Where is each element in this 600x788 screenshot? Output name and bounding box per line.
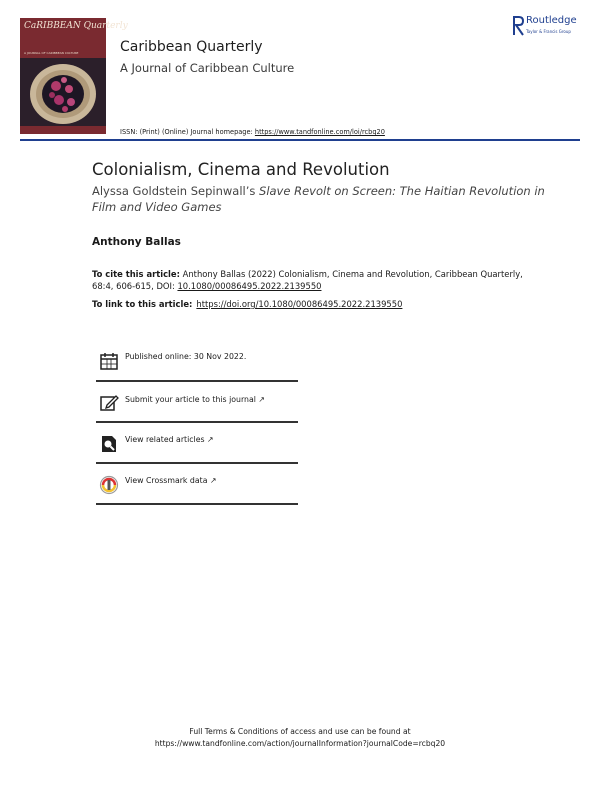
journal-cover-image xyxy=(20,18,128,134)
submit-article-link[interactable] xyxy=(96,385,298,425)
external-link-icon: ↗ xyxy=(209,476,217,485)
related-label: View related articles xyxy=(125,435,205,444)
published-date: Published online: 30 Nov 2022. xyxy=(125,352,247,361)
footer-terms: Full Terms & Conditions of access and use can be found at xyxy=(189,727,411,736)
submit-label: Submit your article to this journal xyxy=(125,395,256,404)
divider xyxy=(96,462,298,464)
cover-subtitle: A JOURNAL OF CARIBBEAN CULTURE xyxy=(24,51,79,55)
cover-title: CaRIBBEAN Quarterly xyxy=(24,21,128,31)
issn-line xyxy=(120,128,385,136)
article-url-link[interactable]: https://doi.org/10.1080/00086495.2022.2139550 xyxy=(196,299,403,309)
journal-subtitle: A Journal of Caribbean Culture xyxy=(120,61,295,75)
external-link-icon: ↗ xyxy=(207,435,214,444)
cover-footer-band xyxy=(20,126,106,134)
citation-block xyxy=(92,268,542,292)
external-link-icon: ↗ xyxy=(258,395,265,404)
subtitle-prefix: Alyssa Goldstein Sepinwall’s xyxy=(92,184,260,198)
journal-title: Caribbean Quarterly xyxy=(120,39,263,55)
doi-link[interactable]: 10.1080/00086495.2022.2139550 xyxy=(177,281,322,291)
publisher-name: Routledge xyxy=(526,15,577,26)
cover-artwork xyxy=(28,62,98,126)
article-subtitle xyxy=(92,183,552,215)
link-block xyxy=(92,299,402,309)
edit-icon xyxy=(99,393,119,413)
crossmark-label: View Crossmark data xyxy=(125,476,208,485)
divider xyxy=(96,380,298,382)
related-articles-link[interactable] xyxy=(96,426,298,466)
routledge-logo-icon xyxy=(512,16,524,36)
publisher-tagline: Taylor & Francis Group xyxy=(526,29,571,34)
cite-label: To cite this article: xyxy=(92,269,180,279)
header-divider xyxy=(20,139,580,141)
footer-terms-link[interactable]: https://www.tandfonline.com/action/journalInformation?journalCode=rcbq20 xyxy=(154,739,446,748)
article-title: Colonialism, Cinema and Revolution xyxy=(92,160,390,179)
divider xyxy=(96,421,298,423)
subtitle-book-title: Slave Revolt on Screen: The Haitian Revolution in Film and Video Games xyxy=(92,184,545,214)
related-articles-icon xyxy=(99,434,119,454)
journal-homepage-link[interactable]: https://www.tandfonline.com/loi/rcbq20 xyxy=(254,128,385,136)
crossmark-link[interactable] xyxy=(96,467,298,507)
link-label: To link to this article: xyxy=(92,299,193,309)
published-info xyxy=(96,343,298,383)
calendar-icon xyxy=(99,351,119,371)
crossmark-icon xyxy=(99,475,119,495)
cite-text: Anthony Ballas (2022) Colonialism, Cinema and Revolution, Caribbean Quarterly, 68:4, 606-615, DOI: xyxy=(92,269,523,291)
divider xyxy=(96,503,298,505)
issn-label: ISSN: (Print) (Online) Journal homepage: xyxy=(120,128,253,136)
article-author: Anthony Ballas xyxy=(92,236,181,248)
